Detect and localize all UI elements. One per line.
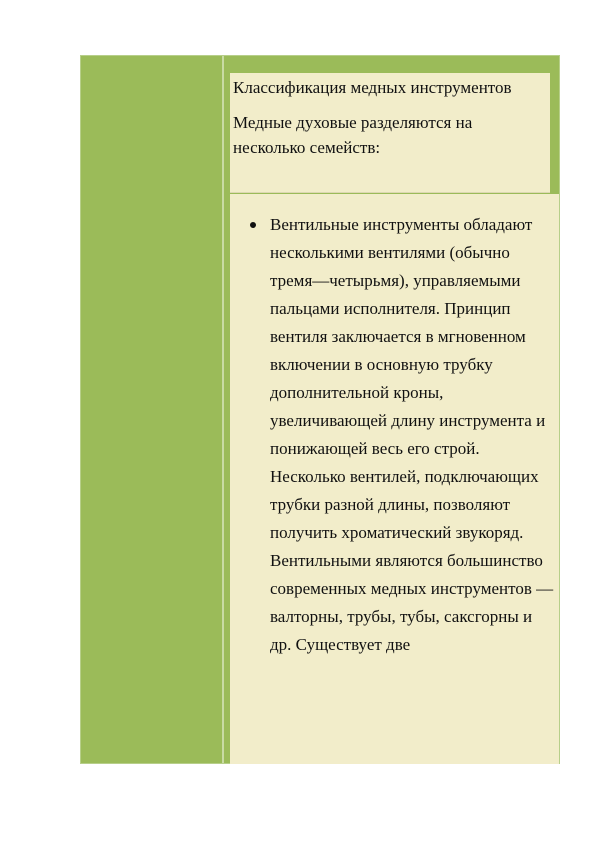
header-cell [230,73,550,193]
left-green-column [81,56,224,763]
section-heading: Классификация медных инструментов [233,78,512,97]
body-cell [230,194,559,764]
bullet-list [236,211,555,659]
bullet-text: Вентильные инструменты обладают несколькими вентилями (обычно тремя—четырьмя), управляемыми пальцами исполнителя. Принцип вентиля заключается в мгновенном включении в основную трубку дополнительной кроны, увеличивающей длину инструмента и понижающей весь его строй. Несколько вентилей, подключающих трубки разной длины, позволяют получить хроматический звукоряд. Вентильными являются большинство современных медных инструментов — валторны, трубы, тубы, саксгорны и др. Существует две [270,215,554,654]
right-content-column [226,56,559,763]
bullet-icon [250,222,256,228]
intro-paragraph: Медные духовые разделяются на несколько семейств: [233,113,473,157]
list-item [236,211,555,659]
content-table [80,55,560,764]
